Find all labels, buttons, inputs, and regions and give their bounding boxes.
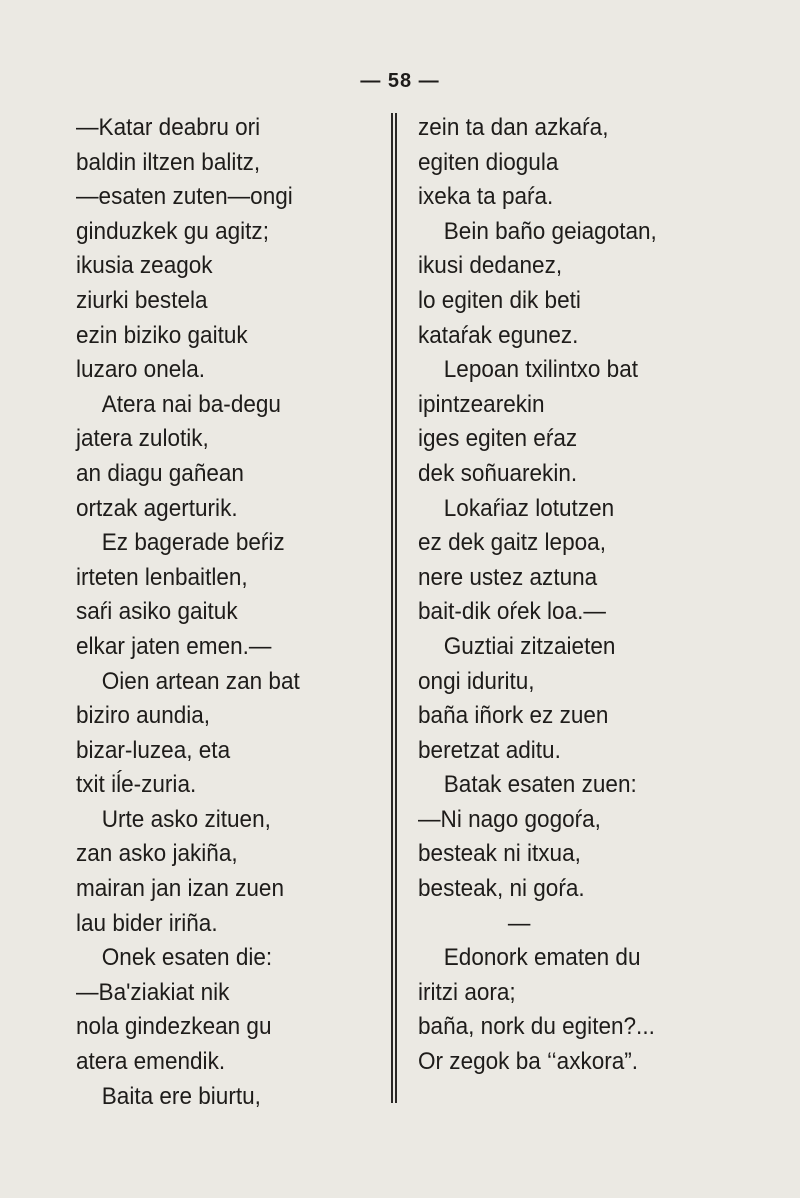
verse-line: elkar jaten emen.— <box>76 632 272 660</box>
verse-line: Oien artean zan bat <box>101 667 300 695</box>
verse-line: — <box>507 909 531 937</box>
verse-line: an diagu gañean <box>76 459 244 487</box>
verse-line: irteten lenbaitlen, <box>76 563 248 591</box>
verse-line: jatera zulotik, <box>76 425 209 453</box>
page-number: — 58 — <box>360 70 440 92</box>
verse-line: nere ustez aztuna <box>418 563 598 591</box>
verse-line: luzaro onela. <box>76 356 206 384</box>
verse-line: lau bider iriña. <box>76 909 218 937</box>
verse-line: Urte asko zituen, <box>101 805 271 833</box>
verse-line: lo egiten dik beti <box>418 286 581 314</box>
verse-line: iges egiten eŕaz <box>418 425 578 453</box>
verse-line: ikusi dedanez, <box>418 252 563 280</box>
verse-line: besteak ni itxua, <box>418 840 581 868</box>
verse-line: ikusia zeagok <box>76 252 213 280</box>
verse-line: baña iñork ez zuen <box>418 702 609 730</box>
verse-line: nola gindezkean gu <box>76 1013 272 1041</box>
verse-line: ixeka ta paŕa. <box>418 183 554 211</box>
verse-line: saŕi asiko gaituk <box>76 598 238 626</box>
left-column <box>76 111 376 1114</box>
verse-line: Batak esaten zuen: <box>443 771 637 799</box>
verse-line: —Ba'ziakiat nik <box>76 978 230 1006</box>
verse-line: baldin iltzen balitz, <box>76 148 261 176</box>
verse-line: mairan jan izan zuen <box>76 875 284 903</box>
verse-line: ortzak agerturik. <box>76 494 238 522</box>
verse-line: Or zegok ba ‘‘axkora”. <box>418 1048 639 1076</box>
verse-line: besteak, ni goŕa. <box>418 875 585 903</box>
verse-line: Guztiai zitzaieten <box>443 632 616 660</box>
verse-line: —Ni nago gogoŕa, <box>418 805 601 833</box>
verse-line: biziro aundia, <box>76 702 211 730</box>
verse-line: baña, nork du egiten?... <box>418 1013 655 1041</box>
verse-line: ongi iduritu, <box>418 667 535 695</box>
verse-line: zan asko jakiña, <box>76 840 238 868</box>
verse-line: Ez bagerade beŕiz <box>101 529 285 557</box>
verse-line: —Katar deabru ori <box>76 114 261 141</box>
verse-line: Onek esaten die: <box>101 944 273 972</box>
verse-line: beretzat aditu. <box>418 736 561 764</box>
verse-line: ziurki bestela <box>76 286 208 314</box>
verse-line: Lokaŕiaz lotutzen <box>443 494 615 522</box>
verse-line: egiten diogula <box>418 148 559 176</box>
verse-line: dek soñuarekin. <box>418 459 578 487</box>
verse-line: Edonork ematen du <box>443 944 641 972</box>
verse-line: ginduzkek gu agitz; <box>76 217 269 245</box>
verse-line: Lepoan txilintxo bat <box>443 356 638 384</box>
verse-line: —esaten zuten—ongi <box>76 183 293 211</box>
verse-line: Baita ere biurtu, <box>101 1082 261 1110</box>
verse-line: zein ta dan azkaŕa, <box>418 114 609 141</box>
verse-line: Bein baño geiagotan, <box>443 217 657 245</box>
verse-line: atera emendik. <box>76 1048 226 1076</box>
verse-line: ezin biziko gaituk <box>76 321 248 349</box>
verse-line: ez dek gaitz lepoa, <box>418 529 606 557</box>
verse-line: kataŕak egunez. <box>418 321 579 349</box>
verse-line: bizar-luzea, eta <box>76 736 231 764</box>
verse-line: bait-dik oŕek loa.— <box>418 598 606 626</box>
column-divider <box>391 113 397 1103</box>
verse-line: iritzi aora; <box>418 978 516 1006</box>
verse-line: Atera nai ba-degu <box>101 390 281 418</box>
right-column <box>418 111 758 1080</box>
verse-line: txit iĺe-zuria. <box>76 771 197 799</box>
verse-line: ipintzearekin <box>418 390 545 418</box>
